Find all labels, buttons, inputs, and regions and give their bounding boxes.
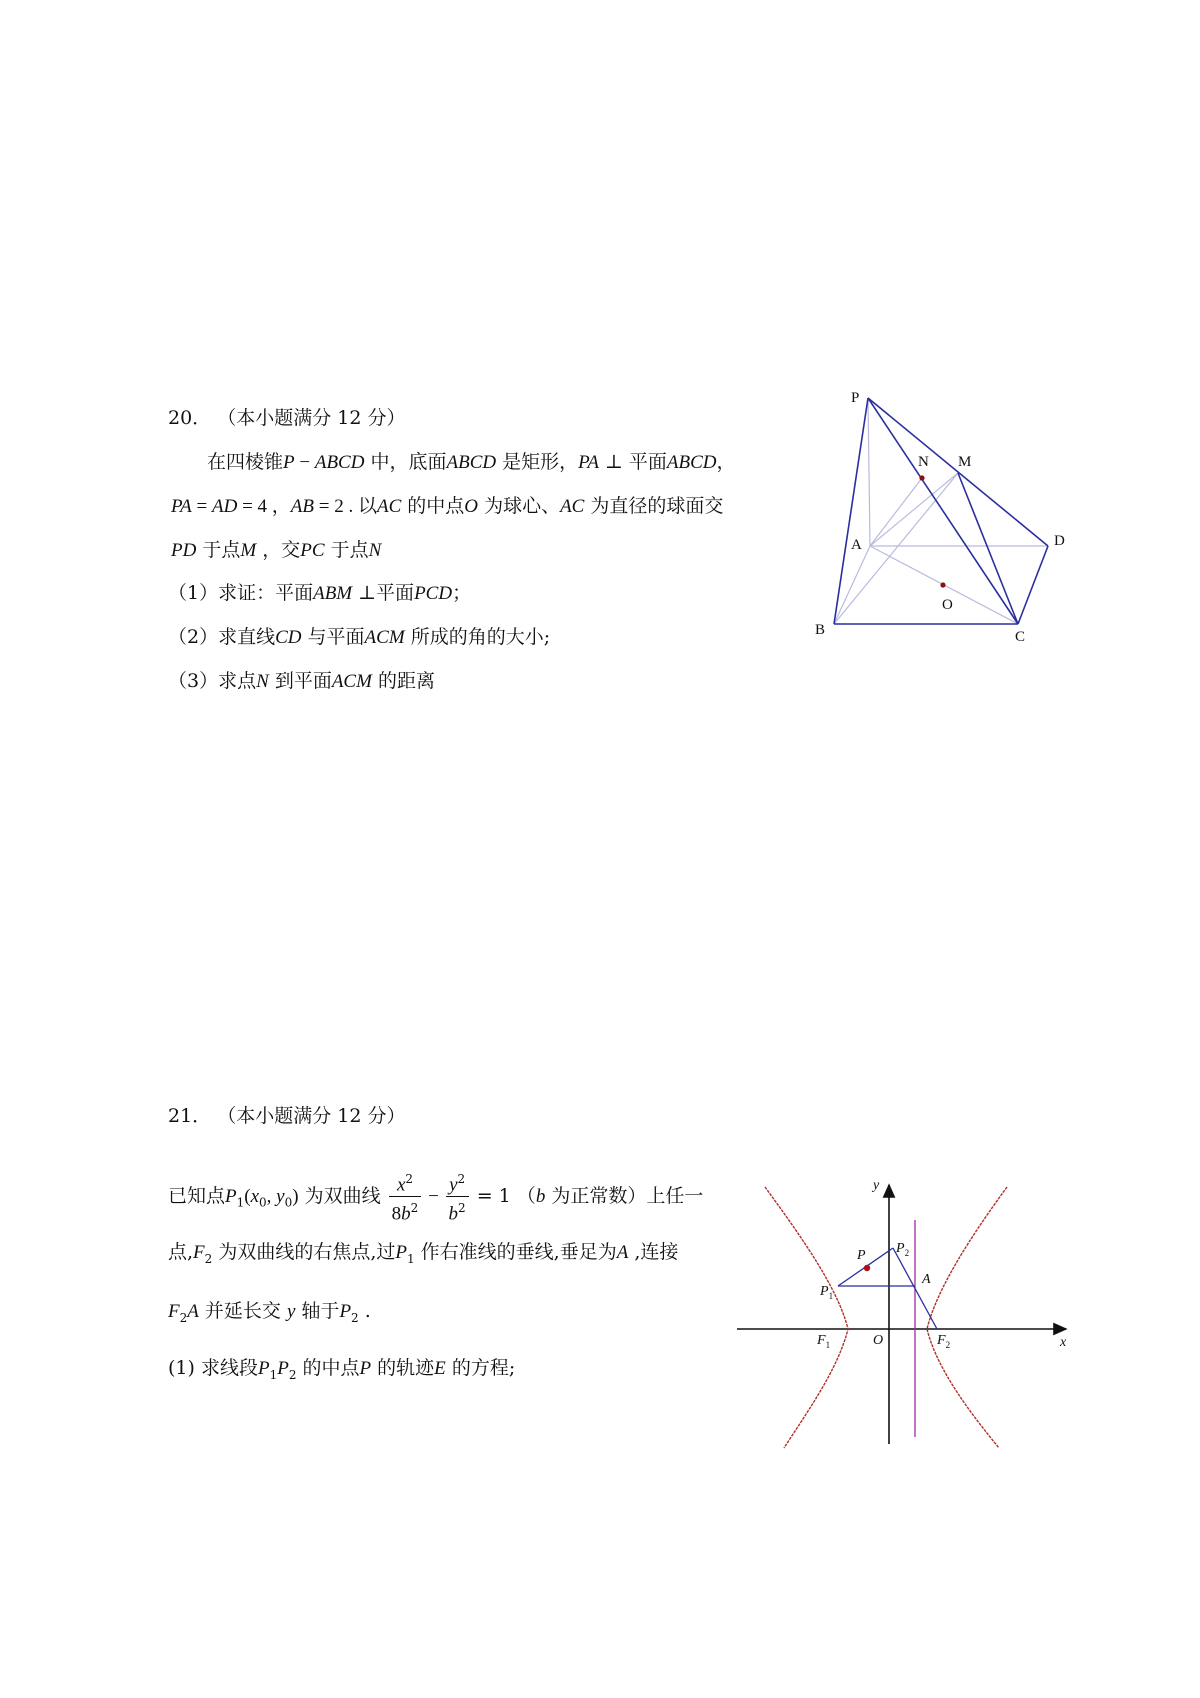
- math: −: [423, 1185, 444, 1207]
- math: ,: [266, 1185, 277, 1207]
- math: A: [187, 1301, 199, 1322]
- subscript: 0: [284, 1195, 293, 1210]
- math: AD: [211, 496, 238, 517]
- label-a: A: [851, 537, 862, 553]
- text: （3）求点: [168, 670, 257, 692]
- label-p1: $P_1$: [820, 1284, 834, 1301]
- text: 轴于: [295, 1300, 340, 1322]
- math: = 4 ，: [237, 496, 291, 517]
- math: P: [283, 452, 295, 473]
- text: （2）求直线: [168, 626, 276, 648]
- text: 作右准线的垂线,垂足为: [414, 1241, 617, 1263]
- superscript: 2: [458, 1201, 466, 1216]
- subscript: 1: [407, 1251, 415, 1266]
- text: ⊥ 平面: [598, 451, 667, 473]
- label-m: M: [958, 454, 972, 470]
- text: 为直径的球面交: [584, 495, 724, 517]
- math: ACM: [364, 627, 405, 648]
- math: P: [277, 1358, 289, 1379]
- math: CD: [275, 627, 302, 648]
- subscript: 2: [204, 1251, 213, 1266]
- math: b: [535, 1185, 546, 1207]
- text: 为球心、: [478, 495, 561, 517]
- math: x: [250, 1185, 260, 1207]
- math: PC: [300, 540, 325, 561]
- label-p2: $P_2$: [896, 1241, 910, 1258]
- math: 8: [391, 1203, 402, 1225]
- math: AC: [376, 496, 402, 517]
- math: P: [257, 1358, 270, 1379]
- math: b: [401, 1203, 411, 1225]
- math: y: [276, 1185, 285, 1207]
- label-o: O: [942, 597, 953, 613]
- text: 已知点: [168, 1184, 226, 1207]
- text: = 1 （: [470, 1184, 536, 1207]
- label-b: B: [815, 622, 826, 638]
- math: y: [286, 1301, 296, 1322]
- math: PD: [171, 540, 197, 561]
- label-c: C: [1015, 629, 1026, 645]
- text: ；: [452, 582, 472, 604]
- math: A: [616, 1242, 629, 1263]
- math: P: [359, 1358, 372, 1379]
- text: （1）求证：平面: [168, 582, 314, 604]
- text: 并延长交: [198, 1300, 287, 1322]
- text: .: [358, 1300, 371, 1322]
- math: P: [225, 1185, 237, 1207]
- text: 中，底面: [364, 451, 447, 473]
- math: AB: [290, 496, 314, 517]
- superscript: 2: [410, 1201, 419, 1216]
- superscript: 2: [457, 1172, 466, 1186]
- math: PA: [171, 496, 192, 517]
- math: x: [396, 1174, 406, 1196]
- text: ⊥平面: [352, 582, 415, 604]
- text: ，: [716, 451, 736, 473]
- math: F: [168, 1301, 180, 1322]
- text: ，交: [256, 539, 301, 561]
- math: E: [434, 1358, 446, 1379]
- text: (1) 求线段: [168, 1357, 258, 1379]
- text: 的中点: [296, 1357, 360, 1379]
- text: 于点: [324, 539, 369, 561]
- label-n: N: [918, 454, 929, 470]
- label-y: y: [873, 1178, 880, 1193]
- text: ,连接: [628, 1241, 679, 1263]
- text: 与平面: [301, 626, 365, 648]
- math: M: [240, 540, 257, 561]
- math: AC: [560, 496, 585, 517]
- text: 为正常数）上任一: [545, 1184, 704, 1207]
- label-a: A: [922, 1272, 931, 1287]
- text: 所成的角的大小;: [404, 626, 551, 648]
- hyperbola-left-branch: [765, 1187, 848, 1448]
- math: b: [448, 1203, 459, 1225]
- label-x: x: [1060, 1335, 1067, 1350]
- text: 的方程;: [445, 1357, 516, 1379]
- subscript: 2: [179, 1310, 188, 1325]
- math: F: [193, 1242, 205, 1263]
- math: ): [292, 1185, 299, 1207]
- text: 为双曲线的右焦点,过: [212, 1241, 396, 1263]
- math: O: [464, 496, 479, 517]
- label-p: P: [857, 1248, 866, 1263]
- hyperbola-right-branch: [927, 1187, 1007, 1448]
- math: ABCD: [446, 452, 497, 473]
- label-origin: O: [873, 1333, 884, 1348]
- text: 在四棱锥: [207, 451, 284, 473]
- subscript: 1: [236, 1195, 245, 1210]
- text: 是矩形，: [496, 451, 579, 473]
- subscript: 1: [269, 1367, 278, 1382]
- label-f1: $F_1$: [817, 1333, 831, 1350]
- superscript: 2: [405, 1172, 414, 1186]
- math: PA: [578, 452, 599, 473]
- text: 于点: [196, 539, 241, 561]
- math: ABM: [313, 583, 353, 604]
- math: ACM: [331, 671, 372, 692]
- subscript: 0: [259, 1195, 267, 1210]
- text: 的轨迹: [371, 1357, 435, 1379]
- text: 到平面: [268, 670, 332, 692]
- text: 为双曲线: [298, 1184, 381, 1207]
- math: ABCD: [666, 452, 717, 473]
- label-p: P: [851, 390, 860, 406]
- text: 的距离: [371, 670, 435, 692]
- math: y: [449, 1174, 458, 1196]
- midpoint-p: [864, 1265, 870, 1271]
- math: = 2 . 以: [314, 496, 377, 517]
- q21-number: 21．: [168, 1105, 212, 1127]
- q21-points: （本小题满分 12 分）: [217, 1105, 406, 1127]
- text: 点,: [168, 1241, 194, 1263]
- math: N: [256, 671, 269, 692]
- subscript: 2: [288, 1367, 297, 1382]
- math: P: [339, 1301, 352, 1322]
- math: =: [191, 496, 212, 517]
- q20-points: （本小题满分 12 分）: [217, 407, 406, 429]
- math: P: [395, 1242, 407, 1263]
- math: ABCD: [314, 452, 365, 473]
- subscript: 2: [351, 1310, 359, 1325]
- math: −: [294, 452, 315, 473]
- math: (: [244, 1185, 251, 1207]
- label-f2: $F_2$: [937, 1333, 951, 1350]
- math: N: [368, 540, 382, 561]
- text: 的中点: [401, 495, 465, 517]
- label-d: D: [1054, 533, 1065, 549]
- math: PCD: [414, 583, 453, 604]
- q20-number: 20．: [168, 407, 212, 429]
